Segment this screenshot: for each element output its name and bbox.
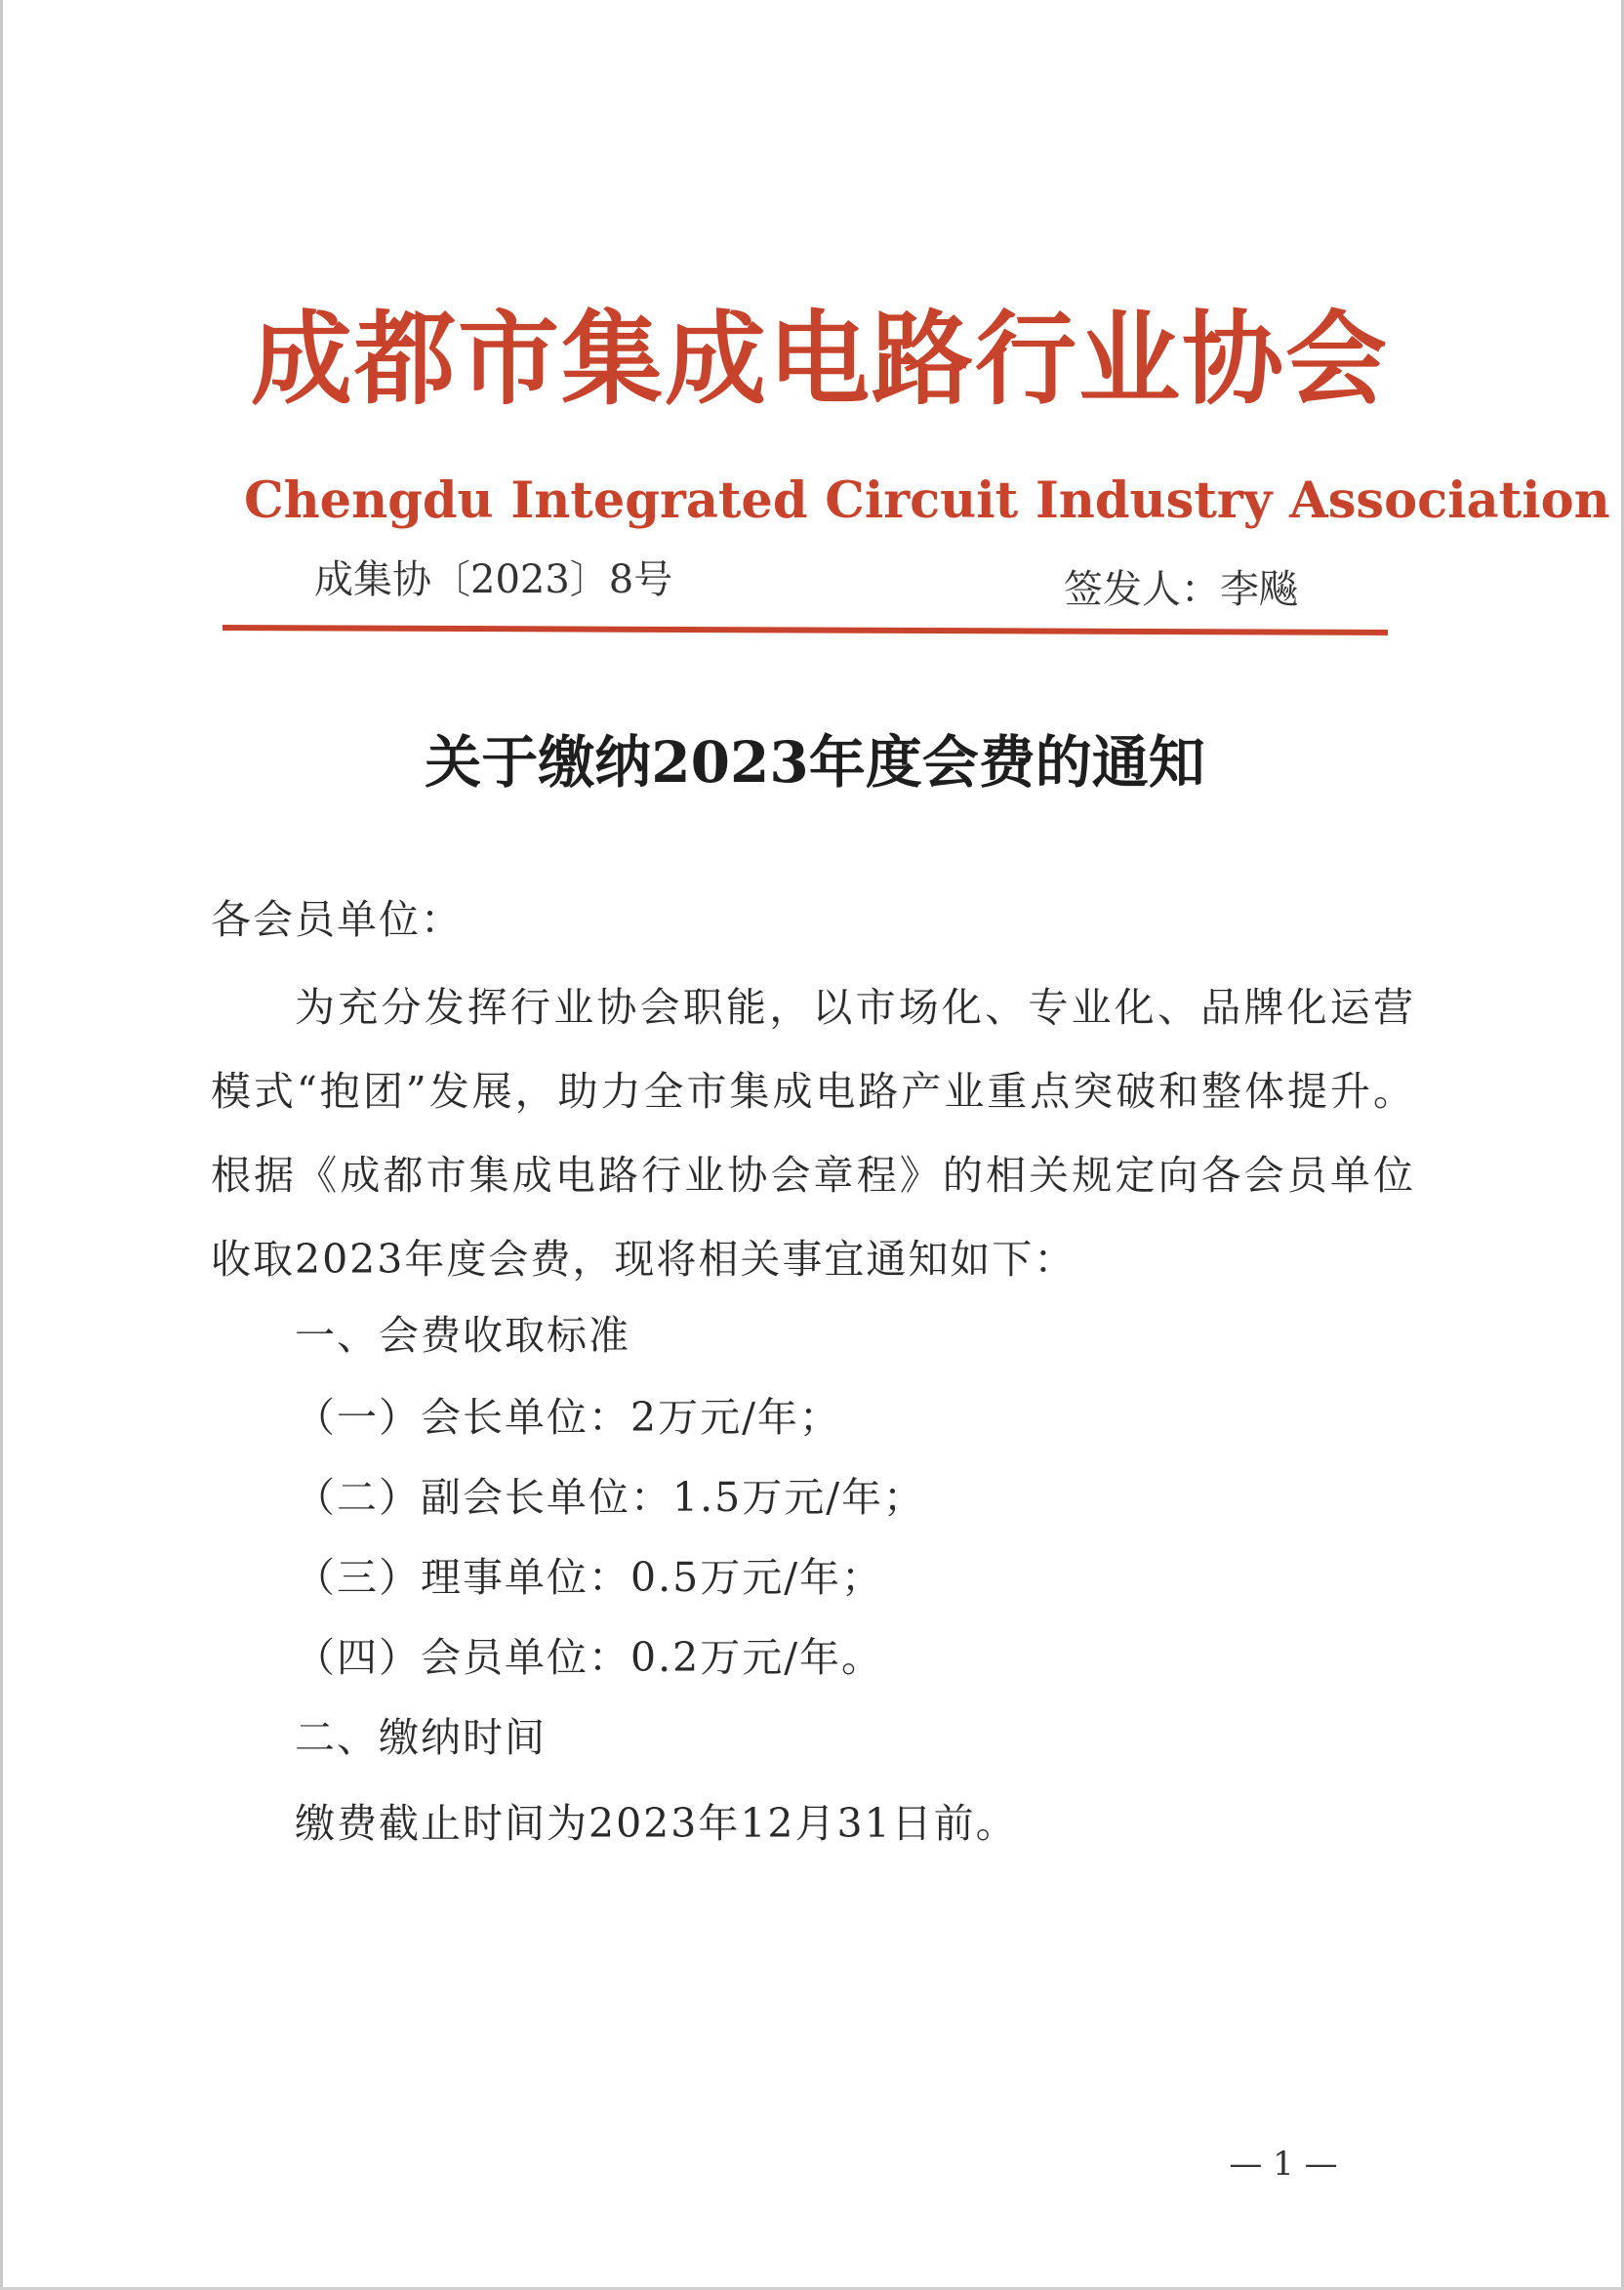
letterhead-divider-rule bbox=[223, 625, 1388, 635]
salutation: 各会员单位： bbox=[211, 896, 463, 943]
document-number: 成集协〔2023〕8号 bbox=[314, 557, 673, 602]
document-title: 关于缴纳2023年度会费的通知 bbox=[425, 729, 1205, 796]
page-left-border bbox=[0, 0, 3, 2290]
page-number: — 1 — bbox=[1229, 2145, 1338, 2184]
letterhead-org-name-en: Chengdu Integrated Circuit Industry Association bbox=[244, 471, 1610, 530]
signer-label: 签发人：李飚 bbox=[1064, 567, 1298, 612]
fee-item-president: （一）会长单位：2万元/年； bbox=[295, 1394, 841, 1441]
intro-line-4: 收取2023年度会费，现将相关事宜通知如下： bbox=[211, 1236, 1076, 1283]
intro-line-1: 为充分发挥行业协会职能，以市场化、专业化、品牌化运营 bbox=[295, 984, 1415, 1031]
fee-item-member: （四）会员单位：0.2万元/年。 bbox=[295, 1634, 884, 1681]
section-2-heading: 二、缴纳时间 bbox=[295, 1714, 547, 1761]
section-1-heading: 一、会费收取标准 bbox=[295, 1312, 630, 1359]
fee-item-director: （三）理事单位：0.5万元/年； bbox=[295, 1554, 884, 1601]
intro-line-2: 模式“抱团”发展，助力全市集成电路产业重点突破和整体提升。 bbox=[211, 1068, 1415, 1115]
fee-item-vice-president: （二）副会长单位：1.5万元/年； bbox=[295, 1474, 926, 1521]
payment-deadline: 缴费截止时间为2023年12月31日前。 bbox=[295, 1800, 1018, 1847]
intro-line-3: 根据《成都市集成电路行业协会章程》的相关规定向各会员单位 bbox=[211, 1152, 1415, 1199]
letterhead-org-name-cn: 成都市集成电路行业协会 bbox=[250, 299, 1389, 419]
